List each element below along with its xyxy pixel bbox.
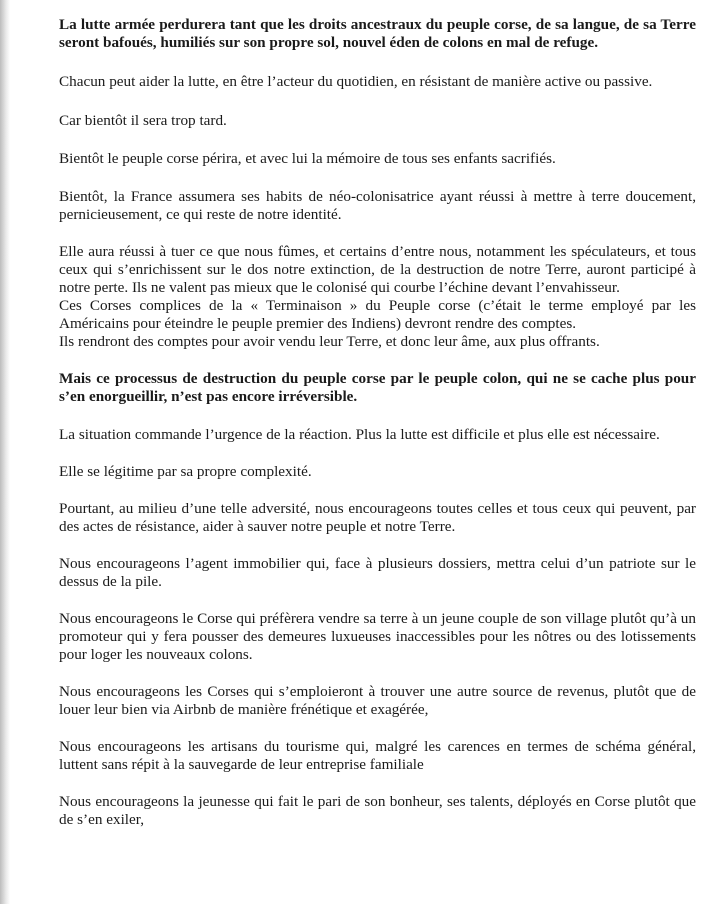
paragraph-encourage-all: Pourtant, au milieu d’une telle adversité, nous encourageons toutes celles et tous ceux qui peuvent, par des actes de résistance, aider à sauver notre peuple et notre Terre. (59, 500, 696, 535)
paragraph-tourism-artisans: Nous encourageons les artisans du tourisme qui, malgré les carences en termes de schéma général, luttent sans répit à la sauvegarde de leur entreprise familiale (59, 738, 696, 773)
paragraph-bold-armed-struggle: La lutte armée perdurera tant que les droits ancestraux du peuple corse, de sa langue, de sa Terre seront bafoués, humiliés sur son propre sol, nouvel éden de colons en mal de refuge. (59, 16, 696, 51)
paragraph-urgency: La situation commande l’urgence de la réaction. Plus la lutte est difficile et plus elle est nécessaire. (59, 426, 660, 443)
paragraph-bold-not-irreversible: Mais ce processus de destruction du peuple corse par le peuple colon, qui ne se cache plus pour s’en enorgueillir, n’est pas encore irréversible. (59, 370, 696, 405)
paragraph-france-neo-colonizer: Bientôt, la France assumera ses habits de néo-colonisatrice ayant réussi à mettre à terre doucement, pernicieusement, ce qui reste de notre identité. (59, 188, 696, 223)
paragraph-render-accounts: Ils rendront des comptes pour avoir vendu leur Terre, et donc leur âme, aux plus offrants. (59, 333, 600, 350)
paragraph-airbnb: Nous encourageons les Corses qui s’emploieront à trouver une autre source de revenus, plutôt que de louer leur bien via Airbnb de manière frénétique et exagérée, (59, 683, 696, 718)
page-shadow-edge (0, 0, 10, 904)
paragraph-accomplices: Ces Corses complices de la « Terminaison » du Peuple corse (c’était le terme employé par les Américains pour éteindre le peuple premier des Indiens) devront rendre des comptes. (59, 297, 696, 332)
paragraph-youth: Nous encourageons la jeunesse qui fait le pari de son bonheur, ses talents, déployés en Corse plutôt que de s’en exiler, (59, 793, 696, 828)
paragraph-help-struggle: Chacun peut aider la lutte, en être l’acteur du quotidien, en résistant de manière active ou passive. (59, 73, 653, 90)
document-body (59, 16, 696, 829)
paragraph-legitimacy: Elle se légitime par sa propre complexité. (59, 463, 312, 480)
paragraph-real-estate-agent: Nous encourageons l’agent immobilier qui, face à plusieurs dossiers, mettra celui d’un patriote sur le dessus de la pile. (59, 555, 696, 590)
paragraph-speculators: Elle aura réussi à tuer ce que nous fûmes, et certains d’entre nous, notamment les spéculateurs, et tous ceux qui s’enrichissent sur le dos notre extinction, de la destruction de notre Terre, auront participé à notre perte. Ils ne valent pas mieux que le colonisé qui courbe l’échine devant l’envahisseur. (59, 243, 696, 296)
paragraph-sell-land: Nous encourageons le Corse qui préfèrera vendre sa terre à un jeune couple de son village plutôt qu’à un promoteur qui y fera pousser des demeures luxueuses inaccessibles pour les nôtres ou des lotissements pour loger les nouveaux colons. (59, 610, 696, 663)
paragraph-people-perish: Bientôt le peuple corse périra, et avec lui la mémoire de tous ses enfants sacrifiés. (59, 150, 556, 167)
paragraph-too-late: Car bientôt il sera trop tard. (59, 112, 227, 129)
